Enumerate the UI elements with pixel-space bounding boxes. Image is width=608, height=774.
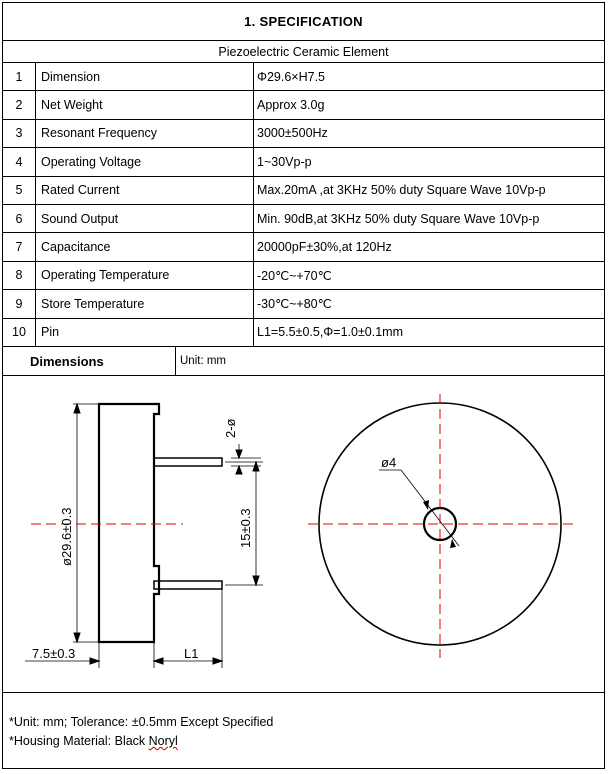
spec-row-parameter: Store Temperature [36, 290, 254, 317]
spec-row-value: 1~30Vp-p [257, 154, 312, 169]
spec-row-parameter: Pin [36, 319, 254, 346]
spec-row-value: 3000±500Hz [257, 126, 328, 141]
spec-row-parameter: Capacitance [36, 233, 254, 260]
spec-row-number: 2 [3, 91, 36, 118]
spec-row-number: 10 [3, 319, 36, 346]
spec-row-number: 9 [3, 290, 36, 317]
spec-row [3, 262, 604, 290]
hole-diameter-label: ø4 [381, 455, 397, 470]
note-tolerance: *Unit: mm; Tolerance: ±0.5mm Except Specified [9, 715, 274, 729]
lower-pin [154, 581, 222, 589]
pin-diameter-label: 2-ø [223, 418, 238, 438]
spec-title: 1. SPECIFICATION [244, 14, 363, 29]
spec-row-number: 4 [3, 148, 36, 175]
dimensions-heading-divider [175, 347, 176, 375]
spec-row-value: -20℃~+70℃ [257, 268, 332, 283]
spec-row-value: Max.20mA ,at 3KHz 50% duty Square Wave 10Vp-p [257, 183, 546, 198]
drawing-area [3, 376, 604, 693]
note-housing-material [9, 734, 178, 748]
spec-row-value: Approx 3.0g [257, 98, 325, 113]
spec-row [3, 177, 604, 205]
dimensions-header-row [3, 347, 604, 376]
spec-row [3, 233, 604, 261]
spec-row [3, 319, 604, 347]
spec-row-value: 20000pF±30%,at 120Hz [257, 240, 392, 255]
pin-spacing-label: 15±0.3 [238, 508, 253, 548]
spec-row-parameter: Rated Current [36, 177, 254, 204]
spec-row [3, 91, 604, 119]
spec-row-number: 7 [3, 233, 36, 260]
dimensions-unit: Unit: mm [180, 355, 226, 367]
spec-row-number: 3 [3, 120, 36, 147]
note-housing-prefix: *Housing Material: Black [9, 734, 149, 748]
spec-row [3, 290, 604, 318]
spec-row-parameter: Net Weight [36, 91, 254, 118]
note-housing-material-name: Noryl [148, 734, 178, 748]
spec-row-value: Φ29.6×H7.5 [257, 69, 326, 84]
spec-row [3, 205, 604, 233]
spec-row-parameter: Resonant Frequency [36, 120, 254, 147]
spec-row-parameter: Operating Temperature [36, 262, 254, 289]
spec-subtitle: Piezoelectric Ceramic Element [218, 44, 389, 59]
spec-row [3, 63, 604, 91]
specification-sheet [2, 2, 605, 769]
spec-row-value: -30℃~+80℃ [257, 297, 332, 312]
spec-row-value: L1=5.5±0.5,Φ=1.0±0.1mm [257, 325, 404, 340]
spec-row-parameter: Dimension [36, 63, 254, 90]
spec-row-number: 5 [3, 177, 36, 204]
spec-row [3, 148, 604, 176]
spec-row-number: 6 [3, 205, 36, 232]
spec-title-row [3, 3, 604, 41]
spec-row-value: Min. 90dB,at 3KHz 50% duty Square Wave 10Vp-p [257, 211, 540, 226]
spec-row-number: 1 [3, 63, 36, 90]
spec-row-parameter: Operating Voltage [36, 148, 254, 175]
spec-row-number: 8 [3, 262, 36, 289]
dimensions-heading: Dimensions [30, 353, 104, 369]
spec-row [3, 120, 604, 148]
height-label: 7.5±0.3 [32, 646, 76, 661]
upper-pin [154, 458, 222, 466]
front-view [308, 394, 573, 658]
spec-subtitle-row [3, 41, 604, 63]
diameter-label: ø29.6±0.3 [59, 507, 74, 566]
dimension-drawing [3, 376, 604, 692]
spec-row-parameter: Sound Output [36, 205, 254, 232]
pin-length-label: L1 [184, 646, 199, 661]
